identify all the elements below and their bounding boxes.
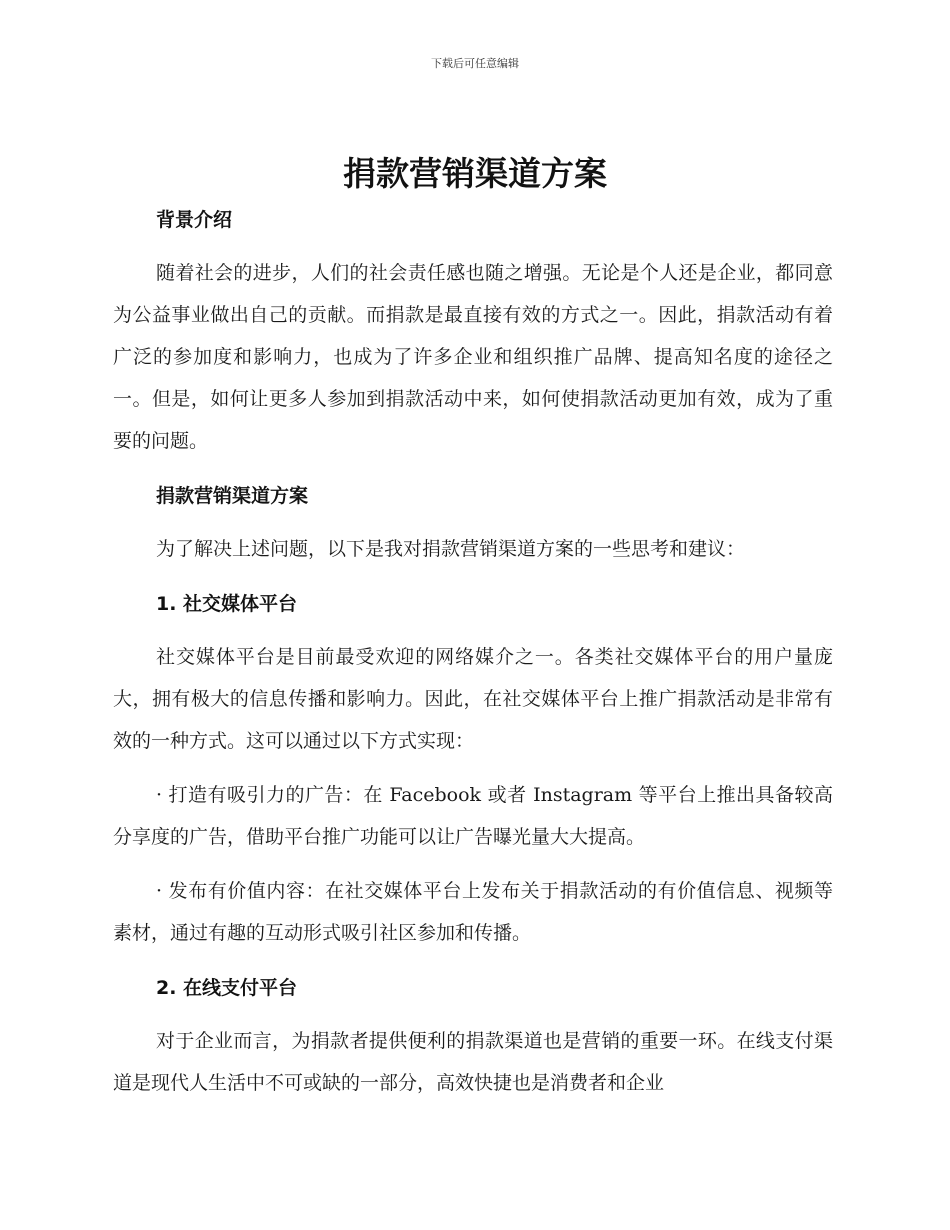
section-heading-online-payment: 2. 在线支付平台 [156, 977, 298, 999]
social-media-bullet: · 发布有价值内容：在社交媒体平台上发布关于捐款活动的有价值信息、视频等素材，通过有趣的互动形式吸引社区参加和传播。 [113, 880, 833, 944]
document-title: 捐款营销渠道方案 [343, 154, 607, 193]
plan-intro-paragraph: 为了解决上述问题，以下是我对捐款营销渠道方案的一些思考和建议： [156, 538, 746, 560]
background-paragraph: 随着社会的进步，人们的社会责任感也随之增强。无论是个人还是企业，都同意为公益事业做出自己的贡献。而捐款是最直接有效的方式之一。因此，捐款活动有着广泛的参加度和影响力，也成为了许多企业和组织推广品牌、提高知名度的途径之一。但是，如何让更多人参加到捐款活动中来，如何使捐款活动更加有效，成为了重要的问题。 [113, 262, 833, 452]
social-media-paragraph: 社交媒体平台是目前最受欢迎的网络媒介之一。各类社交媒体平台的用户量庞大，拥有极大的信息传播和影响力。因此，在社交媒体平台上推广捐款活动是非常有效的一种方式。这可以通过以下方式实现： [113, 646, 833, 752]
section-heading-social-media: 1. 社交媒体平台 [156, 593, 298, 615]
social-media-bullet: · 打造有吸引力的广告：在 Facebook 或者 Instagram 等平台上推出具备较高分享度的广告，借助平台推广功能可以让广告曝光量大大提高。 [113, 784, 833, 848]
section-heading-plan: 捐款营销渠道方案 [156, 485, 309, 507]
document-body [113, 200, 833, 1104]
section-heading-background: 背景介绍 [156, 209, 233, 231]
online-payment-paragraph: 对于企业而言，为捐款者提供便利的捐款渠道也是营销的重要一环。在线支付渠道是现代人生活中不可或缺的一部分，高效快捷也是消费者和企业 [113, 1030, 833, 1094]
header-note: 下载后可任意编辑 [431, 57, 519, 70]
